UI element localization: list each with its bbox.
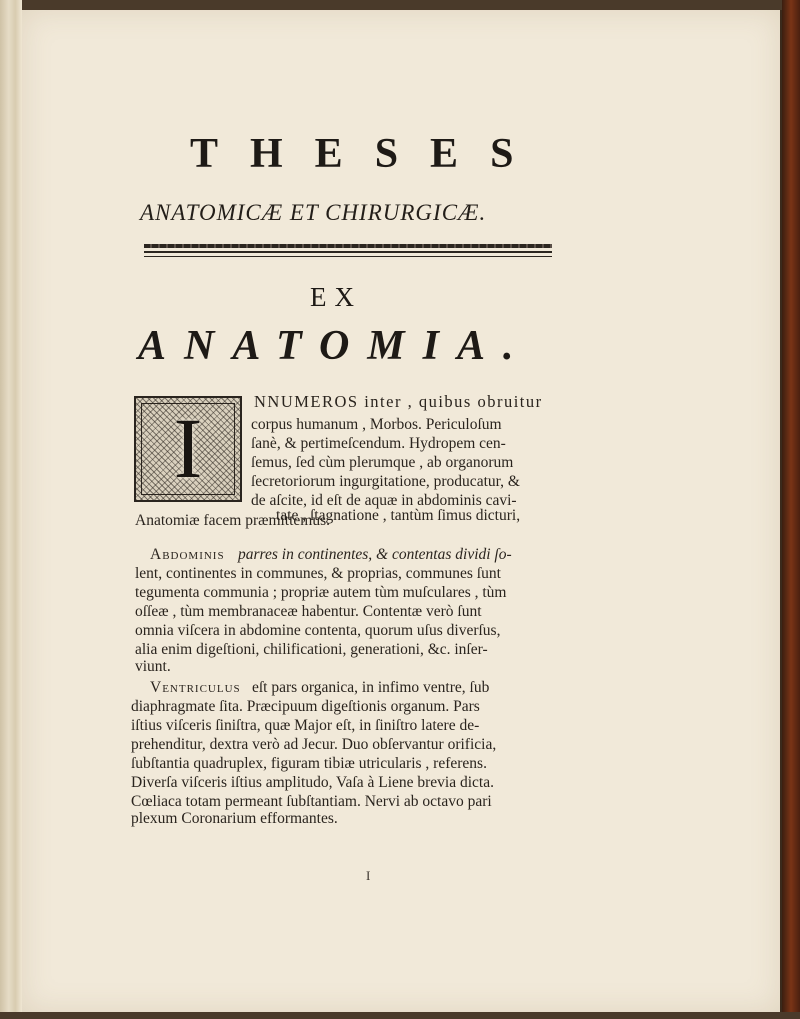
paragraph-line: oſſeæ , tùm membranaceæ habentur. Contentæ verò ſunt	[135, 603, 482, 620]
paragraph-line: alia enim digeſtioni, chilificationi, generationi, &c. inſer-	[135, 641, 488, 658]
paragraph-line: ſanè, & pertimeſcendum. Hydropem cen-	[251, 435, 506, 452]
book-top-edge	[0, 0, 800, 10]
page-folio-mark: I	[366, 868, 371, 883]
paragraph-line: plexum Coronarium efformantes.	[131, 810, 338, 827]
paragraph-line: viunt.	[135, 658, 171, 675]
paragraph-lead-word: Ventriculus	[150, 679, 241, 696]
decorated-initial	[134, 396, 242, 502]
paragraph-line: diaphragmate ſita. Præcipuum digeſtionis organum. Pars	[131, 698, 480, 715]
paragraph-line: parres in continentes, & contentas dividi ſo-	[238, 546, 512, 563]
paragraph-line: Anatomiæ facem præmittemus.	[135, 512, 331, 529]
page-subtitle: ANATOMICÆ ET CHIRURGICÆ.	[140, 200, 487, 225]
paragraph-line: ſubſtantia quadruplex, figuram tibiæ utricularis , referens.	[131, 755, 487, 772]
divider-rule	[144, 251, 552, 253]
page-title: THESES	[190, 131, 546, 177]
book-spine	[782, 0, 800, 1019]
ornamental-rule	[144, 244, 552, 248]
section-prefix: EX	[310, 282, 362, 312]
paragraph-line: iſtius viſceris ſiniſtra, quæ Major eſt, in ſiniſtro latere de-	[131, 717, 480, 734]
paragraph-lead-word: Abdominis	[150, 546, 225, 563]
paragraph-line: Diverſa viſceris iſtius amplitudo, Vaſa à Liene brevia dicta.	[131, 774, 494, 791]
section-heading: ANATOMIA.	[138, 323, 532, 369]
paragraph-line: Cœliaca totam permeant ſubſtantiam. Nervi ab octavo pari	[131, 793, 492, 810]
paragraph-line: corpus humanum , Morbos. Periculoſum	[251, 416, 502, 433]
paragraph-line: lent, continentes in communes, & proprias, communes ſunt	[135, 565, 501, 582]
paragraph-line: ſemus, ſed cùm plerumque , ab organorum	[251, 454, 514, 471]
paragraph-line: NNUMEROS inter , quibus obruitur	[254, 392, 543, 411]
divider-rule-thin	[144, 256, 552, 257]
paragraph-line: tegumenta communia ; propriæ autem tùm muſculares , tùm	[135, 584, 507, 601]
paragraph-line: prehenditur, dextra verò ad Jecur. Duo obſervantur orificia,	[131, 736, 497, 753]
paragraph-line: ſecretoriorum ingurgitatione, producatur, &	[251, 473, 520, 490]
paragraph-line: omnia viſcera in abdomine contenta, quorum uſus diverſus,	[135, 622, 501, 639]
paragraph-line: de aſcite, id eſt de aquæ in abdominis cavi-	[251, 492, 517, 509]
paragraph-line: tate , ſtagnatione , tantùm ſimus dicturi,	[276, 507, 521, 524]
book-bottom-edge	[0, 1012, 800, 1019]
book-binding-edge	[0, 0, 22, 1019]
paragraph-line: eſt pars organica, in infimo ventre, ſub	[252, 679, 490, 696]
drop-cap-letter: I	[173, 400, 203, 496]
